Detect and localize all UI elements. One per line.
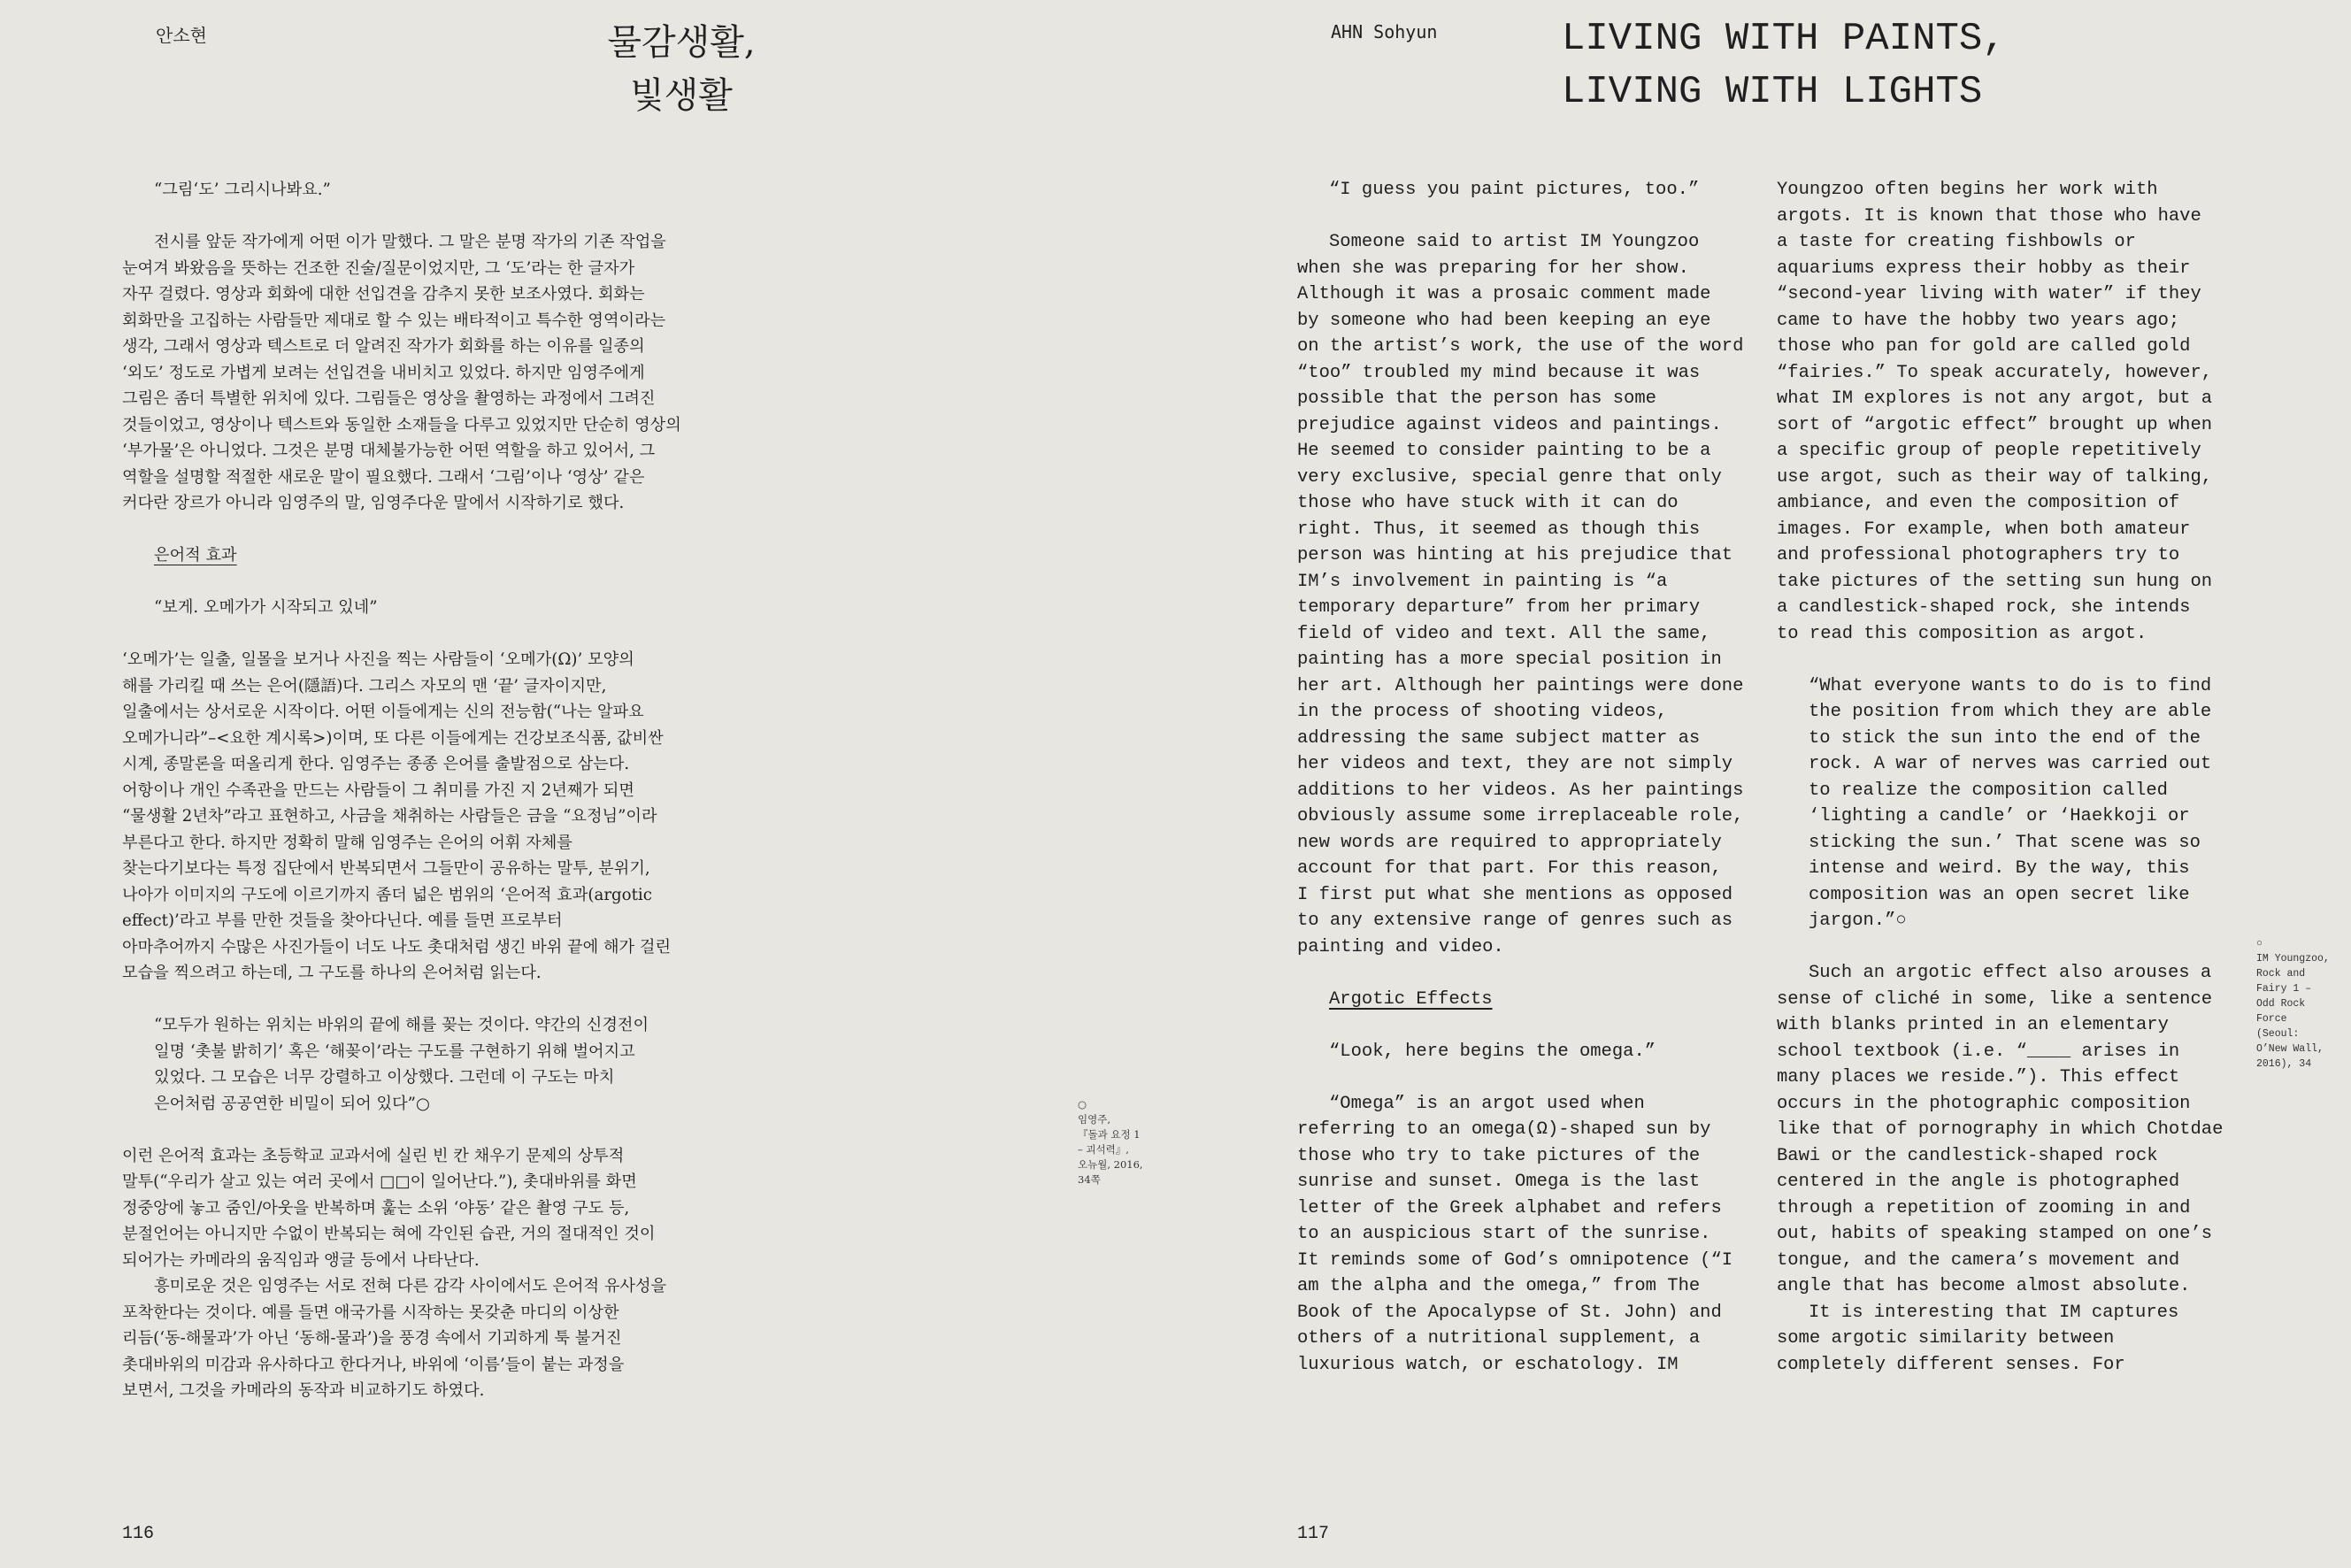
text-line: tongue, and the camera’s movement and xyxy=(1777,1249,2180,1271)
text-line: what IM explores is not any argot, but a xyxy=(1777,388,2213,409)
text-line: some argotic similarity between xyxy=(1777,1328,2115,1349)
paragraph-gap xyxy=(122,517,768,543)
paragraph-gap xyxy=(122,204,768,230)
text-line: prejudice against videos and paintings. xyxy=(1297,414,1722,435)
english-body-column-2 xyxy=(1777,177,2255,1378)
text-line: with blanks printed in an elementary xyxy=(1777,1015,2169,1035)
text-line: possible that the person has some xyxy=(1297,388,1656,409)
text-line: a specific group of people repetitively xyxy=(1777,441,2201,461)
text-line: to read this composition as argot. xyxy=(1777,623,2147,644)
text-line: images. For example, when both amateur xyxy=(1777,519,2191,540)
text-line: “What everyone wants to do is to find xyxy=(1809,675,2212,696)
text-line: luxurious watch, or eschatology. IM xyxy=(1297,1354,1679,1375)
text-line: 어항이나 개인 수족관을 만드는 사람들이 그 취미를 가진 지 2년째가 되면 xyxy=(122,780,634,800)
left-page xyxy=(0,0,1175,1568)
text-line: many places we reside.”). This effect xyxy=(1777,1067,2180,1088)
footnote-line: Fairy 1 – xyxy=(2256,983,2312,995)
paragraph-gap xyxy=(1297,1065,1757,1091)
text-line: IM’s involvement in painting is “a xyxy=(1297,571,1668,592)
text-line: intense and weird. By the way, this xyxy=(1809,858,2190,879)
text-line: letter of the Greek alphabet and refers xyxy=(1297,1197,1722,1218)
text-line: take pictures of the setting sun hung on xyxy=(1777,571,2213,592)
text-line: “Look, here begins the omega.” xyxy=(1329,1041,1656,1062)
text-line: effect)’라고 부를 만한 것들을 찾아다닌다. 예를 들면 프로부터 xyxy=(122,911,563,930)
text-line: He seemed to consider painting to be a xyxy=(1297,441,1711,461)
section-heading: 은어적 효과 xyxy=(154,546,237,565)
text-line: “I guess you paint pictures, too.” xyxy=(1329,180,1700,200)
text-line: 눈여겨 봐왔음을 뜻하는 건조한 진술/질문이었지만, 그 ‘도’라는 한 글자가 xyxy=(122,258,635,278)
text-line: It reminds some of God’s omnipotence (“I xyxy=(1297,1249,1733,1271)
text-line: It is interesting that IM captures xyxy=(1809,1302,2179,1323)
text-line: 것들이었고, 영상이나 텍스트와 동일한 소재들을 다루고 있었지만 단순히 영상의 xyxy=(122,415,681,434)
footnote-line: Force xyxy=(2256,1013,2287,1025)
footnote-marker: ○ xyxy=(1078,1098,1087,1111)
text-line: Book of the Apocalypse of St. John) and xyxy=(1297,1302,1722,1323)
footnote-marker: ○ xyxy=(2256,938,2263,949)
text-line: 있었다. 그 모습은 너무 강렬하고 이상했다. 그런데 이 구도는 마치 xyxy=(154,1068,615,1087)
text-line: am the alpha and the omega,” from The xyxy=(1297,1276,1701,1296)
text-line: 촛대바위의 미감과 유사하다고 한다거나, 바위에 ‘이름’들이 붙는 과정을 xyxy=(122,1355,625,1374)
text-line: ambiance, and even the composition of xyxy=(1777,493,2180,513)
text-line: 전시를 앞둔 작가에게 어떤 이가 말했다. 그 말은 분명 작가의 기존 작업을 xyxy=(154,233,666,251)
text-line: to any extensive range of genres such as xyxy=(1297,911,1733,931)
text-line: Although it was a prosaic comment made xyxy=(1297,284,1711,304)
text-line: obviously assume some irreplaceable role, xyxy=(1297,806,1744,826)
paragraph-gap xyxy=(122,621,768,648)
text-line: 분절언어는 아니지만 수없이 반복되는 혀에 각인된 습관, 거의 절대적인 것이 xyxy=(122,1225,656,1243)
text-line: to an auspicious start of the sunrise. xyxy=(1297,1224,1711,1244)
text-line: addressing the same subject matter as xyxy=(1297,727,1701,749)
text-line: 아마추어까지 수많은 사진가들이 너도 나도 촛대처럼 생긴 바위 끝에 해가 걸린 xyxy=(122,937,672,957)
text-line: 일명 ‘촛불 밝히기’ 혹은 ‘해꽂이’라는 구도를 구현하기 위해 벌어지고 xyxy=(154,1041,635,1061)
paragraph-gap xyxy=(122,569,768,596)
text-line: ‘오메가’는 일출, 일몰을 보거나 사진을 찍는 사람들이 ‘오메가(Ω)’ 모양의 xyxy=(122,650,634,669)
text-line: centered in the angle is photographed xyxy=(1777,1172,2180,1192)
footnote-line: O’New Wall, xyxy=(2256,1043,2324,1055)
text-line: by someone who had been keeping an eye xyxy=(1297,310,1711,331)
text-line: those who pan for gold are called gold xyxy=(1777,336,2191,357)
text-line: painting and video. xyxy=(1297,936,1504,957)
text-line: 그림은 좀더 특별한 위치에 있다. 그림들은 영상을 촬영하는 과정에서 그려진 xyxy=(122,389,656,408)
text-line: referring to an omega(Ω)-shaped sun by xyxy=(1297,1119,1711,1140)
text-line: use argot, such as their way of talking, xyxy=(1777,466,2213,488)
text-line: through a repetition of zooming in and xyxy=(1777,1197,2191,1218)
text-line: in the process of shooting videos, xyxy=(1297,702,1668,722)
text-line: 회화만을 고집하는 사람들만 제대로 할 수 있는 배타적이고 특수한 영역이라는 xyxy=(122,311,666,330)
text-line: Bawi or the candlestick-shaped rock xyxy=(1777,1145,2158,1166)
title-line: LIVING WITH PAINTS, xyxy=(1562,17,2006,61)
text-line: 시계, 종말론을 떠올리게 한다. 임영주는 종종 은어를 출발점으로 삼는다. xyxy=(122,755,630,773)
text-line: ‘외도’ 정도로 가볍게 보려는 선입견을 내비치고 있었다. 하지만 임영주에게 xyxy=(122,363,645,382)
text-line: jargon.”○ xyxy=(1809,911,1907,931)
text-line: Youngzoo often begins her work with xyxy=(1777,180,2158,200)
text-line: sticking the sun.’ That scene was so xyxy=(1809,832,2201,853)
text-line: 찾는다기보다는 특정 집단에서 반복되면서 그들만이 공유하는 말투, 분위기, xyxy=(122,859,650,878)
text-line: sunrise and sunset. Omega is the last xyxy=(1297,1172,1701,1192)
text-line: sense of cliché in some, like a sentence xyxy=(1777,988,2213,1010)
korean-body-text xyxy=(122,177,768,1404)
text-line: “fairies.” To speak accurately, however, xyxy=(1777,362,2213,383)
text-line: rock. A war of nerves was carried out xyxy=(1809,754,2212,774)
text-line: 은어처럼 공공연한 비밀이 되어 있다”○ xyxy=(154,1094,430,1113)
paragraph-gap xyxy=(1297,1012,1757,1039)
text-line: I first put what she mentions as opposed xyxy=(1297,884,1733,905)
text-line: argots. It is known that those who have xyxy=(1777,205,2201,227)
footnote-line: Odd Rock xyxy=(2256,998,2306,1010)
text-line: the position from which they are able xyxy=(1809,702,2212,722)
footnote-line: 오뉴월, 2016, xyxy=(1078,1158,1143,1171)
author-name-english: AHN Sohyun xyxy=(1331,21,1438,42)
paragraph-gap xyxy=(1297,960,1757,987)
text-line: 되어가는 카메라의 움직임과 앵글 등에서 나타난다. xyxy=(122,1250,480,1270)
text-line: came to have the hobby two years ago; xyxy=(1777,310,2180,331)
text-line: 이런 은어적 효과는 초등학교 교과서에 실린 빈 칸 채우기 문제의 상투적 xyxy=(122,1146,625,1165)
text-line: and professional photographers try to xyxy=(1777,545,2180,565)
text-line: 포착한다는 것이다. 예를 들면 애국가를 시작하는 못갖춘 마디의 이상한 xyxy=(122,1303,619,1322)
text-line: those who have stuck with it can do xyxy=(1297,493,1679,513)
text-line: 리듬(‘동-해물과’가 아닌 ‘동해-물과’)을 풍경 속에서 기괴하게 툭 불거진 xyxy=(122,1329,622,1348)
text-line: school textbook (i.e. “____ arises in xyxy=(1777,1041,2180,1062)
title-line: 빛생활 xyxy=(630,75,733,116)
text-line: 생각, 그래서 영상과 텍스트로 더 알려진 작가가 회화를 하는 이유를 일종의 xyxy=(122,337,645,356)
text-line: angle that has become almost absolute. xyxy=(1777,1276,2191,1296)
text-line: ‘lighting a candle’ or ‘Haekkoji or xyxy=(1809,806,2190,826)
text-line: aquariums express their hobby as their xyxy=(1777,257,2191,279)
text-line: person was hinting at his prejudice that xyxy=(1297,545,1733,565)
author-name-korean: 안소현 xyxy=(156,25,207,46)
section-heading: Argotic Effects xyxy=(1329,988,1493,1010)
text-line: 부른다고 한다. 하지만 정확히 말해 임영주는 은어의 어휘 자체를 xyxy=(122,833,572,852)
text-line: very exclusive, special genre that only xyxy=(1297,466,1722,488)
text-line: to realize the composition called xyxy=(1809,780,2168,801)
text-line: ‘부가물’은 아니었다. 그것은 분명 대체불가능한 어떤 역할을 하고 있어서, 그 xyxy=(122,442,656,460)
footnote-line: 임영주, xyxy=(1078,1113,1110,1126)
text-line: field of video and text. All the same, xyxy=(1297,623,1711,644)
text-line: additions to her videos. As her paintings xyxy=(1297,780,1744,801)
text-line: 일출에서는 상서로운 시작이다. 어떤 이들에게는 신의 전능함(“나는 알파요 xyxy=(122,703,644,721)
text-line: those who try to take pictures of the xyxy=(1297,1145,1701,1166)
footnote-line: IM Youngzoo, xyxy=(2256,953,2330,965)
paragraph-gap xyxy=(1297,204,1757,230)
text-line: a candlestick-shaped rock, she intends xyxy=(1777,597,2191,618)
text-line: a taste for creating fishbowls or xyxy=(1777,232,2136,252)
text-line: temporary departure” from her primary xyxy=(1297,597,1701,618)
text-line: 흥미로운 것은 임영주는 서로 전혀 다른 감각 사이에서도 은어적 유사성을 xyxy=(154,1277,667,1295)
footnote-line: – 괴석력』, xyxy=(1078,1143,1129,1156)
text-line: “too” troubled my mind because it was xyxy=(1297,362,1701,383)
footnote-line: Rock and xyxy=(2256,968,2306,980)
article-title-korean xyxy=(496,16,867,122)
text-line: new words are required to appropriately xyxy=(1297,832,1722,853)
text-line: 해를 가리킬 때 쓰는 은어(隱語)다. 그리스 자모의 맨 ‘끝’ 글자이지만, xyxy=(122,676,607,696)
footnote-line: 2016), 34 xyxy=(2256,1058,2312,1070)
text-line: 커다란 장르가 아니라 임영주의 말, 임영주다운 말에서 시작하기로 했다. xyxy=(122,494,625,512)
text-line: others of a nutritional supplement, a xyxy=(1297,1328,1701,1349)
text-line: painting has a more special position in xyxy=(1297,649,1722,670)
text-line: to stick the sun into the end of the xyxy=(1809,727,2201,749)
text-line: her videos and text, they are not simply xyxy=(1297,754,1733,774)
footnote-line: 34쪽 xyxy=(1078,1173,1101,1186)
text-line: her art. Although her paintings were done xyxy=(1297,675,1744,696)
text-line: like that of pornography in which Chotdae xyxy=(1777,1119,2224,1140)
footnote-english xyxy=(2256,936,2351,1072)
text-line: 보면서, 그것을 카메라의 동작과 비교하기도 하였다. xyxy=(122,1381,485,1400)
text-line: account for that part. For this reason, xyxy=(1297,858,1722,879)
footnote-line: (Seoul: xyxy=(2256,1028,2300,1040)
text-line: “Omega” is an argot used when xyxy=(1329,1093,1645,1114)
text-line: occurs in the photographic composition xyxy=(1777,1093,2191,1114)
text-line: “second-year living with water” if they xyxy=(1777,284,2201,304)
text-line: on the artist’s work, the use of the word xyxy=(1297,336,1744,357)
paragraph-gap xyxy=(122,987,768,1013)
page-number-right: 117 xyxy=(1297,1524,1330,1544)
text-line: 자꾸 걸렸다. 영상과 회화에 대한 선입견을 감추지 못한 보조사였다. 회화는 xyxy=(122,285,645,304)
paragraph-gap xyxy=(122,1117,768,1143)
text-line: when she was preparing for her show. xyxy=(1297,257,1689,279)
text-line: Such an argotic effect also arouses a xyxy=(1809,963,2212,983)
text-line: Someone said to artist IM Youngzoo xyxy=(1329,232,1700,252)
title-line: 물감생활, xyxy=(607,22,756,63)
paragraph-gap xyxy=(1777,934,2255,961)
english-body-column-1 xyxy=(1297,177,1757,1378)
text-line: 나아가 이미지의 구도에 이르기까지 좀더 넓은 범위의 ‘은어적 효과(argotic xyxy=(122,885,652,904)
article-title-english xyxy=(1562,12,2006,119)
footnote-line: 『돌과 요정 1 xyxy=(1078,1128,1141,1141)
right-page xyxy=(1175,0,2351,1568)
title-line: LIVING WITH LIGHTS xyxy=(1562,70,1983,114)
text-line: 역할을 설명할 적절한 새로운 말이 필요했다. 그래서 ‘그림’이나 ‘영상’ 같은 xyxy=(122,467,645,487)
text-line: sort of “argotic effect” brought up when xyxy=(1777,414,2213,435)
text-line: out, habits of speaking stamped on one’s xyxy=(1777,1224,2213,1244)
text-line: completely different senses. For xyxy=(1777,1354,2125,1375)
text-line: right. Thus, it seemed as though this xyxy=(1297,519,1701,540)
text-line: 오메가니라”–<요한 계시록>)이며, 또 다른 이들에게는 건강보조식품, 값비싼 xyxy=(122,728,664,748)
footnote-korean xyxy=(1078,1097,1166,1188)
text-line: “보게. 오메가가 시작되고 있네” xyxy=(154,598,378,617)
text-line: “그림‘도’ 그리시나봐요.” xyxy=(154,181,331,199)
text-line: composition was an open secret like xyxy=(1809,884,2190,905)
text-line: “물생활 2년차”라고 표현하고, 사금을 채취하는 사람들은 금을 “요정님”이라 xyxy=(122,807,657,826)
text-line: 모습을 찍으려고 하는데, 그 구도를 하나의 은어처럼 읽는다. xyxy=(122,964,542,982)
text-line: “모두가 원하는 위치는 바위의 끝에 해를 꽂는 것이다. 약간의 신경전이 xyxy=(154,1016,649,1034)
text-line: 말투(“우리가 살고 있는 여러 곳에서 □□이 일어난다.”), 촛대바위를 화면 xyxy=(122,1172,637,1191)
text-line: 정중앙에 놓고 줌인/아웃을 반복하며 훑는 소위 ‘야동’ 같은 촬영 구도 등, xyxy=(122,1198,630,1218)
page-number-left: 116 xyxy=(122,1524,155,1544)
paragraph-gap xyxy=(1777,647,2255,673)
